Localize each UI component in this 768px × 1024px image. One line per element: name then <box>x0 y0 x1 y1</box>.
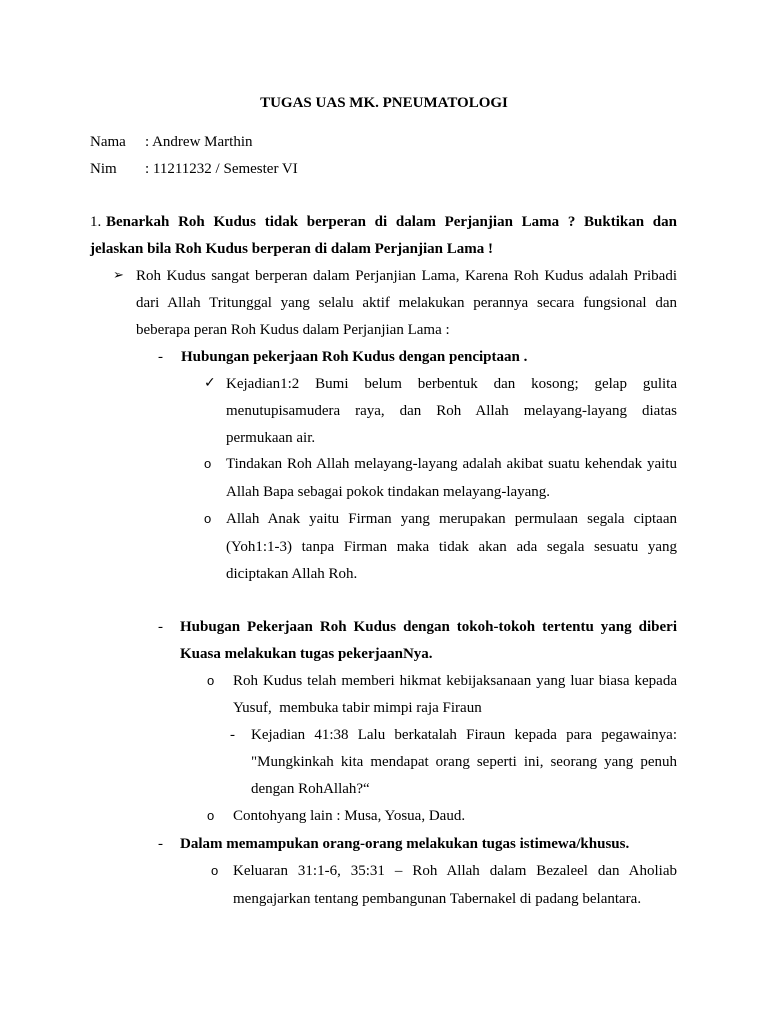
question-line-2: jelaskan bila Roh Kudus berperan di dalam Perjanjian Lama ! <box>90 241 493 257</box>
arrow-bullet-icon: ➢ <box>113 268 124 283</box>
nim-label: Nim <box>90 161 117 177</box>
section2-sub-line3: dengan RohAllah?“ <box>251 781 370 797</box>
section1-dash: - <box>158 349 163 365</box>
section1-item1-line1: Kejadian1:2 Bumi belum berbentuk dan kosong; gelap gulita <box>226 376 677 392</box>
section2-sub-line1: Kejadian 41:38 Lalu berkatalah Firaun kepada para pegawainya: <box>251 727 677 743</box>
answer-line-3: beberapa peran Roh Kudus dalam Perjanjian Lama : <box>136 322 450 338</box>
section2-dash: - <box>158 619 163 635</box>
question-number: 1. <box>90 214 102 230</box>
section2-item1-line2: Yusuf, membuka tabir mimpi raja Firaun <box>233 700 482 716</box>
section3-item1-line1: Keluaran 31:1-6, 35:31 – Roh Allah dalam Bezaleel dan Aholiab <box>233 863 677 879</box>
section1-item3-line2: (Yoh1:1-3) tanpa Firman maka tidak akan ada segala sesuatu yang <box>226 539 677 555</box>
name-value: : Andrew Marthin <box>145 134 253 150</box>
section1-heading: Hubungan pekerjaan Roh Kudus dengan penciptaan . <box>181 349 528 365</box>
section1-item2-line2: Allah Bapa sebagai pokok tindakan melayang-layang. <box>226 484 551 500</box>
name-label: Nama <box>90 134 126 150</box>
circle-bullet-icon: o <box>204 511 212 526</box>
section1-item1-line2: menutupisamudera raya, dan Roh Allah melayang-layang diatas <box>226 403 677 419</box>
section2-sub-line2: "Mungkinkah kita mendapat orang seperti ini, seorang yang penuh <box>251 754 677 770</box>
section3-item1-line2: mengajarkan tentang pembangunan Tabernakel di padang belantara. <box>233 891 642 907</box>
section1-item1-line3: permukaan air. <box>226 430 316 446</box>
checkmark-icon: ✓ <box>204 375 216 391</box>
section1-item3-line1: Allah Anak yaitu Firman yang merupakan permulaan segala ciptaan <box>226 511 677 527</box>
section3-heading: Dalam memampukan orang-orang melakukan tugas istimewa/khusus. <box>180 836 630 852</box>
section1-item2-line1: Tindakan Roh Allah melayang-layang adalah akibat suatu kehendak yaitu <box>226 456 677 472</box>
question-line-1: Benarkah Roh Kudus tidak berperan di dalam Perjanjian Lama ? Buktikan dan <box>106 214 677 230</box>
circle-bullet-icon: o <box>207 808 215 823</box>
section2-heading-line2: Kuasa melakukan tugas pekerjaanNya. <box>180 646 433 662</box>
section3-dash: - <box>158 836 163 852</box>
answer-line-1: Roh Kudus sangat berperan dalam Perjanjian Lama, Karena Roh Kudus adalah Pribadi <box>136 268 677 284</box>
circle-bullet-icon: o <box>204 456 212 471</box>
section2-item1-line1: Roh Kudus telah memberi hikmat kebijaksanaan yang luar biasa kepada <box>233 673 677 689</box>
document-title: TUGAS UAS MK. PNEUMATOLOGI <box>260 95 508 111</box>
section2-item2-line1: Contohyang lain : Musa, Yosua, Daud. <box>233 808 466 824</box>
section1-item3-line3: diciptakan Allah Roh. <box>226 566 358 582</box>
section2-heading-line1: Hubugan Pekerjaan Roh Kudus dengan tokoh-tokoh tertentu yang diberi <box>180 619 677 635</box>
section2-sub-dash: - <box>230 727 235 743</box>
nim-value: : 11211232 / Semester VI <box>145 161 298 177</box>
answer-line-2: dari Allah Tritunggal yang selalu aktif melakukan perannya secara fungsional dan <box>136 295 677 311</box>
circle-bullet-icon: o <box>211 863 219 878</box>
circle-bullet-icon: o <box>207 673 215 688</box>
